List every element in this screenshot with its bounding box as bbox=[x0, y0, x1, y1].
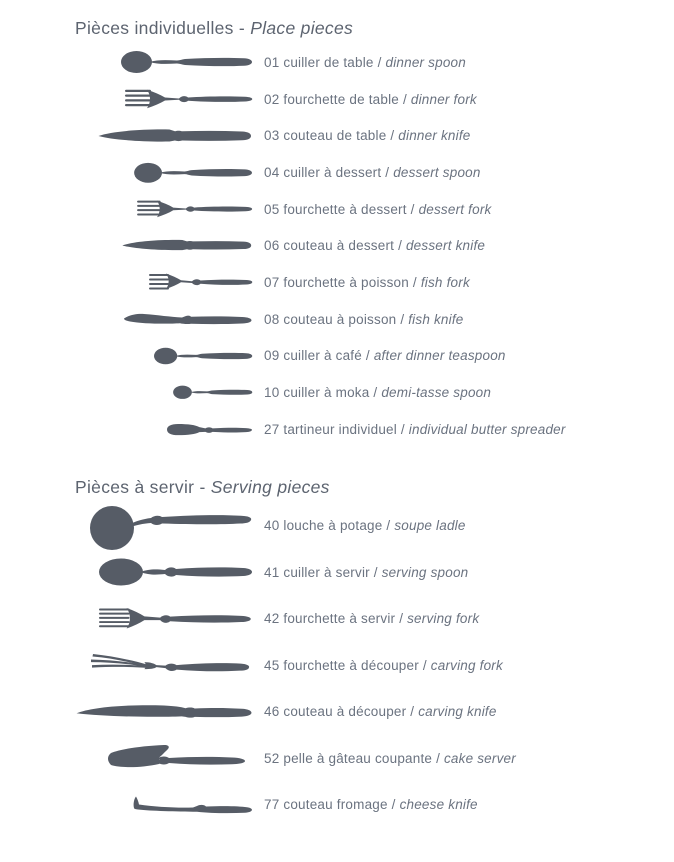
cake-server-icon bbox=[106, 743, 253, 773]
item-label bbox=[264, 751, 516, 766]
label-separator: / bbox=[410, 704, 415, 720]
list-item bbox=[75, 689, 674, 736]
icon-cell bbox=[75, 502, 253, 550]
label-separator: / bbox=[365, 348, 370, 364]
item-name-en: dinner spoon bbox=[385, 54, 466, 70]
section-title-en: Serving pieces bbox=[210, 476, 330, 497]
item-name-fr: cuiller à café bbox=[283, 348, 362, 364]
icon-cell bbox=[75, 385, 253, 400]
item-label bbox=[264, 611, 479, 626]
list-item bbox=[75, 374, 674, 411]
item-name-en: dinner knife bbox=[398, 128, 471, 144]
list-item bbox=[75, 264, 674, 301]
section-title-fr: Pièces individuelles bbox=[75, 18, 234, 38]
icon-cell bbox=[75, 162, 253, 184]
list-item bbox=[75, 596, 674, 643]
item-code: 45 bbox=[264, 657, 280, 673]
label-separator: / bbox=[412, 274, 417, 290]
item-label bbox=[264, 385, 491, 400]
dinner-fork-icon bbox=[124, 88, 253, 110]
list-item bbox=[75, 191, 674, 228]
item-code: 52 bbox=[264, 750, 280, 766]
item-name-fr: pelle à gâteau coupante bbox=[283, 750, 433, 766]
list-item bbox=[75, 338, 674, 375]
list-item bbox=[75, 81, 674, 118]
list-item bbox=[75, 549, 674, 596]
label-separator: / bbox=[373, 385, 378, 401]
section-title-serving-pieces bbox=[75, 474, 674, 500]
section-title-fr: Pièces à servir bbox=[75, 476, 195, 497]
title-separator: - bbox=[238, 18, 246, 38]
item-label bbox=[264, 92, 477, 107]
carving-knife-icon bbox=[75, 701, 253, 724]
item-name-fr: fourchette de table bbox=[283, 91, 400, 107]
label-separator: / bbox=[400, 311, 405, 327]
list-item bbox=[75, 735, 674, 782]
item-name-en: cheese knife bbox=[399, 797, 478, 813]
item-name-fr: couteau fromage bbox=[283, 797, 388, 813]
fish-fork-icon bbox=[148, 272, 253, 292]
item-name-fr: couteau à découper bbox=[283, 704, 407, 720]
item-name-en: dessert spoon bbox=[393, 164, 481, 180]
carving-fork-icon bbox=[90, 652, 253, 678]
item-name-en: fish knife bbox=[408, 311, 464, 327]
item-name-en: dessert fork bbox=[418, 201, 492, 217]
label-separator: / bbox=[402, 91, 407, 107]
label-separator: / bbox=[373, 564, 378, 580]
item-code: 02 bbox=[264, 91, 280, 107]
place-pieces-list bbox=[75, 44, 674, 448]
item-name-fr: fourchette à découper bbox=[283, 657, 419, 673]
label-separator: / bbox=[377, 54, 382, 70]
label-separator: / bbox=[410, 201, 415, 217]
item-label bbox=[264, 348, 506, 363]
demi-tasse-spoon-icon bbox=[173, 385, 253, 400]
serving-pieces-list bbox=[75, 503, 674, 829]
item-name-en: carving fork bbox=[430, 657, 503, 673]
dessert-fork-icon bbox=[136, 199, 253, 219]
label-separator: / bbox=[398, 238, 403, 254]
label-separator: / bbox=[385, 164, 390, 180]
item-label bbox=[264, 55, 466, 70]
list-item bbox=[75, 227, 674, 264]
dinner-knife-icon bbox=[97, 126, 253, 146]
dessert-knife-icon bbox=[121, 237, 253, 254]
label-separator: / bbox=[391, 797, 396, 813]
list-item bbox=[75, 301, 674, 338]
serving-fork-icon bbox=[98, 606, 253, 632]
item-code: 42 bbox=[264, 611, 280, 627]
label-separator: / bbox=[386, 518, 391, 534]
icon-cell bbox=[75, 237, 253, 254]
item-name-fr: fourchette à poisson bbox=[283, 274, 409, 290]
item-name-fr: cuiller à servir bbox=[283, 564, 370, 580]
item-name-fr: couteau à dessert bbox=[283, 238, 395, 254]
item-code: 27 bbox=[264, 421, 280, 437]
item-name-en: serving spoon bbox=[381, 564, 469, 580]
item-label bbox=[264, 704, 497, 719]
item-code: 77 bbox=[264, 797, 280, 813]
item-label bbox=[264, 202, 492, 217]
label-separator: / bbox=[399, 611, 404, 627]
section-title-place-pieces bbox=[75, 15, 674, 41]
list-item bbox=[75, 503, 674, 550]
item-label bbox=[264, 797, 478, 812]
item-code: 10 bbox=[264, 385, 280, 401]
item-label bbox=[264, 312, 464, 327]
icon-cell bbox=[75, 606, 253, 632]
item-name-fr: fourchette à servir bbox=[283, 611, 396, 627]
item-label bbox=[264, 165, 481, 180]
icon-cell bbox=[75, 423, 253, 436]
item-name-en: carving knife bbox=[418, 704, 497, 720]
section-title-en: Place pieces bbox=[250, 18, 354, 38]
list-item bbox=[75, 117, 674, 154]
item-label bbox=[264, 422, 566, 437]
item-code: 05 bbox=[264, 201, 280, 217]
list-item bbox=[75, 642, 674, 689]
item-label bbox=[264, 658, 503, 673]
serving-spoon-icon bbox=[99, 557, 253, 587]
item-name-fr: couteau à poisson bbox=[283, 311, 397, 327]
item-code: 41 bbox=[264, 564, 280, 580]
list-item bbox=[75, 782, 674, 829]
list-item bbox=[75, 44, 674, 81]
soup-ladle-icon bbox=[88, 502, 253, 550]
item-code: 46 bbox=[264, 704, 280, 720]
item-name-en: dinner fork bbox=[410, 91, 477, 107]
icon-cell bbox=[75, 50, 253, 74]
item-label bbox=[264, 128, 470, 143]
cheese-knife-icon bbox=[131, 795, 253, 815]
item-label bbox=[264, 518, 466, 533]
dinner-spoon-icon bbox=[121, 50, 253, 74]
icon-cell bbox=[75, 126, 253, 146]
icon-cell bbox=[75, 88, 253, 110]
item-name-en: dessert knife bbox=[405, 238, 486, 254]
item-name-en: fish fork bbox=[420, 274, 470, 290]
item-code: 07 bbox=[264, 274, 280, 290]
item-code: 40 bbox=[264, 518, 280, 534]
item-code: 09 bbox=[264, 348, 280, 364]
item-name-en: soupe ladle bbox=[394, 518, 466, 534]
item-label bbox=[264, 565, 468, 580]
item-name-en: after dinner teaspoon bbox=[373, 348, 506, 364]
item-code: 08 bbox=[264, 311, 280, 327]
item-name-en: serving fork bbox=[407, 611, 480, 627]
icon-cell bbox=[75, 199, 253, 219]
item-name-fr: couteau de table bbox=[283, 128, 387, 144]
item-name-en: cake server bbox=[443, 750, 516, 766]
item-code: 06 bbox=[264, 238, 280, 254]
item-label bbox=[264, 275, 470, 290]
list-item bbox=[75, 411, 674, 448]
item-code: 01 bbox=[264, 54, 280, 70]
item-name-fr: fourchette à dessert bbox=[283, 201, 407, 217]
item-code: 04 bbox=[264, 164, 280, 180]
icon-cell bbox=[75, 557, 253, 587]
icon-cell bbox=[75, 701, 253, 724]
list-item bbox=[75, 154, 674, 191]
icon-cell bbox=[75, 272, 253, 292]
dessert-spoon-icon bbox=[134, 162, 253, 184]
label-separator: / bbox=[390, 128, 395, 144]
item-name-fr: cuiller à moka bbox=[283, 385, 370, 401]
title-separator: - bbox=[199, 476, 206, 497]
icon-cell bbox=[75, 652, 253, 678]
icon-cell bbox=[75, 743, 253, 773]
icon-cell bbox=[75, 347, 253, 365]
after-dinner-teaspoon-icon bbox=[154, 347, 253, 365]
item-name-en: individual butter spreader bbox=[408, 421, 566, 437]
item-name-en: demi-tasse spoon bbox=[381, 385, 492, 401]
label-separator: / bbox=[400, 421, 405, 437]
item-name-fr: cuiller à dessert bbox=[283, 164, 382, 180]
fish-knife-icon bbox=[123, 311, 253, 328]
item-name-fr: cuiller de table bbox=[283, 54, 374, 70]
label-separator: / bbox=[422, 657, 427, 673]
icon-cell bbox=[75, 795, 253, 815]
item-code: 03 bbox=[264, 128, 280, 144]
icon-cell bbox=[75, 311, 253, 328]
item-name-fr: louche à potage bbox=[283, 518, 383, 534]
label-separator: / bbox=[436, 750, 441, 766]
item-name-fr: tartineur individuel bbox=[283, 421, 397, 437]
item-label bbox=[264, 238, 485, 253]
butter-spreader-icon bbox=[166, 423, 253, 436]
